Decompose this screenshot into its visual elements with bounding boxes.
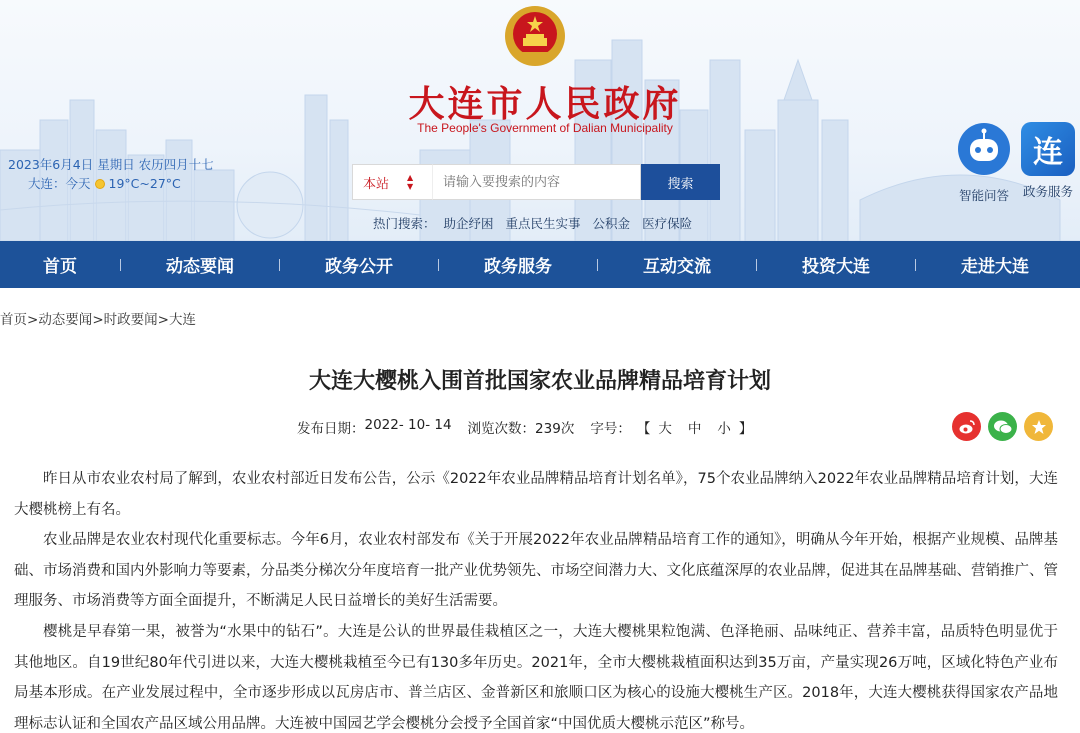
nav-item-home[interactable]: 首页 (43, 257, 77, 277)
search-bar (352, 164, 720, 200)
quick-link-gov-service[interactable] (1018, 122, 1078, 200)
main-nav (0, 241, 1080, 288)
hot-search-label: 热门搜索： (373, 216, 436, 231)
favorite-icon (1031, 419, 1047, 435)
hot-search-term[interactable]: 公积金 (592, 216, 631, 231)
share-wechat-button[interactable] (988, 412, 1017, 441)
current-date: 2023年6月4日 星期日 农历四月十七 (8, 157, 214, 172)
weather-temp: 19°C~27°C (108, 176, 181, 191)
article-paragraph: 农业品牌是农业农村现代化重要标志。今年6月，农业农村部发布《关于开展2022年农业品牌精品培育工作的通知》，明确从今年开始，根据产业规模、品牌基础、市场消费和国内外影响力等要素，分品类分梯次分年度培育一批产业优势领先、市场空间潜力大、文化底蕴深厚的农业品牌，促进其在品牌基础、营销推广、管理服务、市场消费等方面全面提升，不断满足人民日益增长的美好生活需要。 (14, 532, 1058, 610)
weibo-icon (958, 418, 976, 436)
breadcrumb-separator: > (157, 312, 169, 328)
quick-link-label: 智能问答 (958, 188, 1009, 203)
favorite-button[interactable] (1024, 412, 1053, 441)
hot-search (373, 214, 692, 232)
article-paragraph: 樱桃是早春第一果，被誉为“水果中的钻石”。大连是公认的世界最佳栽植区之一，大连大樱桃果粒饱满、色泽艳丽、品味纯正、营养丰富，品质特色明显优于其他地区。自19世纪80年代引进以来，大连大樱桃栽植至今已有130多年历史。2021年，全市大樱桃栽植面积达到35万亩，产量实现26万吨，区域化特色产业布局基本形成。在产业发展过程中，全市逐步形成以瓦房店市、普兰店区、金普新区和旅顺口区为核心的设施大樱桃生产区。2018年，大连大樱桃获得国家农产品地理标志认证和全国农产品区域公用品牌。大连被中国园艺学会樱桃分会授予全国首家“中国优质大樱桃示范区”称号。 (14, 623, 1058, 732)
hot-search-term[interactable]: 助企纾困 (443, 216, 494, 231)
weather-widget (28, 175, 181, 193)
article-meta (297, 417, 752, 437)
site-subtitle: The People's Government of Dalian Municipality (417, 121, 673, 135)
nav-item-interaction[interactable]: 互动交流 (643, 257, 711, 277)
article-paragraph: 昨日从市农业农村局了解到，农业农村部近日发布公告，公示《2022年农业品牌精品培育计划名单》，75个农业品牌纳入2022年农业品牌精品培育计划，大连大樱桃榜上有名。 (14, 471, 1058, 518)
service-icon (1021, 122, 1075, 176)
breadcrumb-separator: > (27, 312, 39, 328)
font-size-label: 字号： (590, 421, 631, 437)
font-size-small-button[interactable]: 小 (717, 421, 731, 437)
nav-item-news[interactable]: 动态要闻 (166, 257, 234, 277)
header-banner (0, 0, 1080, 241)
national-emblem-logo (503, 4, 567, 68)
hot-search-term[interactable]: 医疗保险 (642, 216, 693, 231)
nav-item-gov-service[interactable]: 政务服务 (484, 257, 552, 277)
quick-link-label: 政务服务 (1022, 184, 1073, 199)
article-body (14, 464, 1058, 733)
article-title: 大连大樱桃入围首批国家农业品牌精品培育计划 (308, 369, 771, 394)
sunny-icon (95, 179, 105, 189)
nav-item-about[interactable]: 走进大连 (961, 257, 1029, 277)
font-size-bracket-close: 】 (738, 421, 753, 437)
wechat-icon (993, 418, 1013, 436)
breadcrumb-item[interactable]: 时政要闻 (103, 312, 158, 328)
sort-arrows-icon: ▲ ▼ (407, 173, 414, 191)
breadcrumb-item[interactable]: 首页 (0, 312, 27, 328)
share-weibo-button[interactable] (952, 412, 981, 441)
site-title: 大连市人民政府 (408, 83, 682, 125)
nav-item-invest[interactable]: 投资大连 (802, 257, 870, 277)
publish-date: 2022- 10- 14 (364, 417, 452, 433)
search-button[interactable]: 搜索 (641, 164, 720, 200)
service-icon-glyph: 连 (1033, 135, 1063, 170)
publish-date-label: 发布日期： (297, 421, 365, 437)
views-label: 浏览次数： (467, 421, 536, 437)
breadcrumb-item[interactable]: 动态要闻 (38, 312, 93, 328)
font-size-bracket-open: 【 (636, 421, 651, 437)
font-size-medium-button[interactable]: 中 (687, 421, 702, 437)
nav-item-gov-affairs[interactable]: 政务公开 (325, 257, 393, 277)
search-scope-select[interactable] (352, 164, 432, 200)
robot-icon (957, 122, 1011, 176)
views-count: 239次 (535, 421, 575, 437)
font-size-large-button[interactable]: 大 (658, 421, 672, 437)
search-input[interactable] (432, 164, 641, 200)
quick-link-smart-qa[interactable] (954, 122, 1014, 204)
breadcrumb-separator: > (92, 312, 104, 328)
hot-search-term[interactable]: 重点民生实事 (505, 216, 581, 231)
weather-city: 大连：今天 (28, 176, 91, 191)
breadcrumb-item[interactable]: 大连 (168, 312, 196, 328)
breadcrumb (0, 308, 196, 328)
search-scope-label: 本站 (363, 176, 390, 192)
